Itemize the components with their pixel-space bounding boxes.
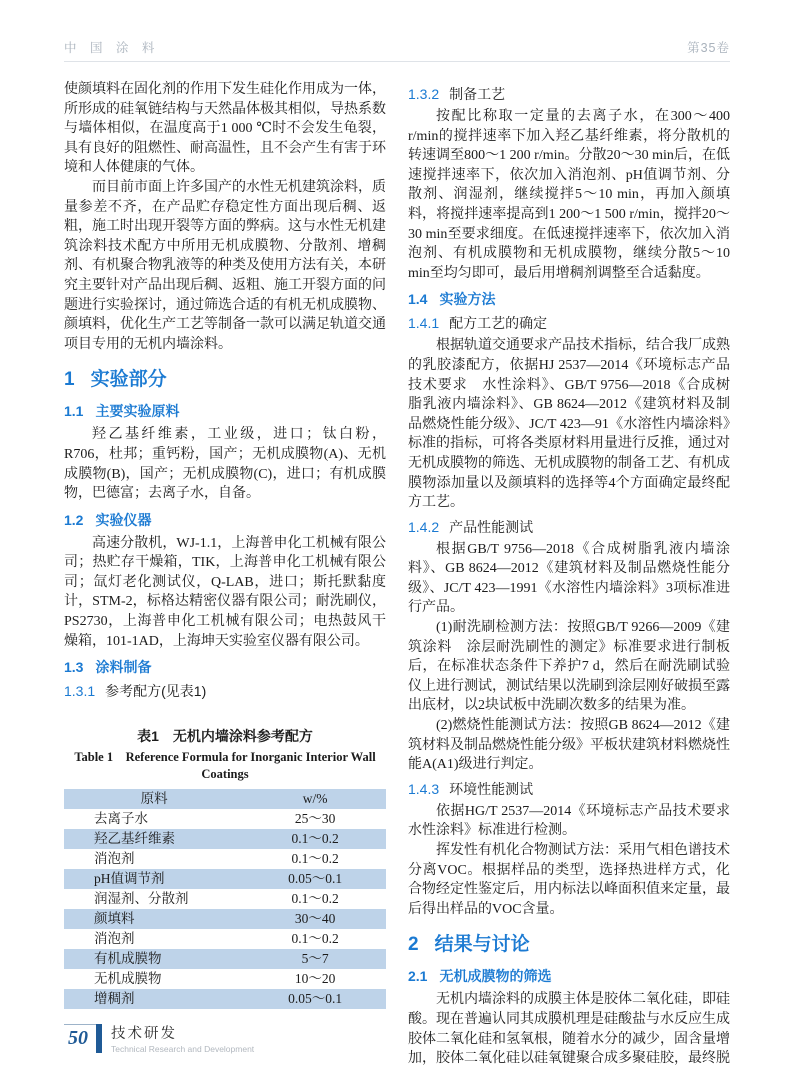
- section-number: 1.4: [408, 291, 428, 308]
- material-cell: 羟乙基纤维素: [94, 831, 175, 847]
- material-cell: 无机成膜物: [94, 971, 162, 987]
- material-cell: 增稠剂: [94, 991, 135, 1007]
- section-title: 涂料制备: [95, 659, 152, 676]
- percent-cell: 0.1～0.2: [291, 931, 339, 947]
- table-row: [64, 929, 386, 949]
- section-1-3-heading: [64, 657, 386, 677]
- table-caption-cn: 表1 无机内墙涂料参考配方: [137, 728, 313, 745]
- percent-cell: 30～40: [294, 911, 336, 927]
- section-title: 环境性能测试: [449, 780, 534, 797]
- right-column: [408, 80, 730, 1069]
- section-number: 1.4.1: [408, 315, 440, 332]
- table-1-block: [64, 727, 386, 1009]
- table-header-row: [64, 789, 386, 809]
- table-row: [64, 909, 386, 929]
- material-cell: 消泡剂: [94, 851, 135, 867]
- table-row: [64, 949, 386, 969]
- section-number: 1: [64, 369, 75, 391]
- table-row: [64, 969, 386, 989]
- volume-label: 第35卷: [687, 41, 730, 55]
- section-title: 实验部分: [90, 369, 167, 391]
- table-row: [64, 889, 386, 909]
- section-1-heading: [64, 368, 386, 392]
- percent-cell: 10～20: [294, 971, 336, 987]
- percent-cell: 0.1～0.2: [291, 831, 339, 847]
- section-2-heading: [408, 933, 730, 957]
- table-row: [64, 849, 386, 869]
- percent-cell: 0.05～0.1: [288, 991, 343, 1007]
- material-cell: 有机成膜物: [94, 951, 162, 967]
- footer-column-name-cn: 技术研发: [111, 1026, 177, 1042]
- column-header-material: 原料: [140, 791, 168, 807]
- paragraph-intro-continuation: 使颜填料在固化剂的作用下发生硅化作用成为一体，所形成的硅氧链结构与天然晶体极其相似，导热系数与墙体相似，在温度高于1 000 ℃时不会发生龟裂，具有良好的阻燃性、耐高温性，且不会产生有害于环境和人体健康的气体。: [64, 82, 386, 176]
- percent-cell: 5～7: [301, 951, 329, 967]
- column-header-percent: w/%: [302, 791, 328, 807]
- material-cell: 颜填料: [94, 911, 135, 927]
- section-number: 1.4.2: [408, 518, 440, 535]
- section-number: 1.2: [64, 511, 84, 528]
- page-number: 50: [68, 1027, 88, 1049]
- percent-cell: 25～30: [294, 811, 336, 827]
- section-number: 1.3.1: [64, 683, 96, 700]
- footer-column-titles: [111, 1024, 254, 1054]
- section-number: 1.1: [64, 403, 84, 420]
- section-1-4-1-heading: [408, 313, 730, 333]
- section-title: 制备工艺: [449, 86, 506, 102]
- page-number-box: [64, 1024, 96, 1050]
- section-number: 1.3.2: [408, 86, 440, 102]
- formula-table: [64, 789, 386, 1009]
- section-title: 无机成膜物的筛选: [439, 968, 552, 985]
- section-2-1-heading: [408, 966, 730, 986]
- page-footer: [64, 1024, 254, 1054]
- paragraph-formula-determination: 根据轨道交通要求产品技术指标，结合我厂成熟的乳胶漆配方，依据HJ 2537—2014《环境标志产品技术要求 水性涂料》、GB/T 9756—2018《合成树脂乳液内墙涂料》、GB 8624—2012《建筑材料及制品燃烧性能分级》、JC/T 423—91《水溶性内墙涂料》标准的指标，可将各类原材料用量进行反推，通过对无机成膜物的筛选、无机成膜物的制备工艺、有机成膜物添加量以及颜填料的选择等4个方面确定最终配方工艺。: [408, 338, 730, 511]
- left-column: [64, 80, 386, 1009]
- section-number: 2: [408, 934, 419, 956]
- formula-table-body: [64, 809, 386, 1009]
- section-number: 1.3: [64, 659, 84, 676]
- section-number: 2.1: [408, 968, 428, 985]
- section-number: 1.4.3: [408, 780, 440, 797]
- material-cell: pH值调节剂: [94, 871, 165, 887]
- paragraph-intro-2: 而目前市面上许多国产的水性无机建筑涂料，质量参差不齐，在产品贮存稳定性方面出现后稠、返粗，施工时出现开裂等方面的弊病。这与水性无机建筑涂料技术配方中所用无机成膜物、分散剂、增稠剂、有机聚合物乳液等的种类及使用方法有关，本研究主要针对产品出现后稠、返粗、施工开裂方面的问题进行实验探讨，通过筛选合适的有机无机成膜物、颜填料，优化生产工艺等制备一款可以满足轨道交通项目专用的无机内墙涂料。: [64, 179, 386, 352]
- paragraph-environment-1: 依据HG/T 2537—2014《环境标志产品技术要求水性涂料》标准进行检测。: [408, 803, 730, 839]
- table-row: [64, 809, 386, 829]
- paragraph-performance-3: (2)燃烧性能测试方法：按照GB 8624—2012《建筑材料及制品燃烧性能分级》平板状建筑材料燃烧性能A(A1)级进行判定。: [408, 718, 730, 773]
- footer-column-name-en: Technical Research and Development: [111, 1044, 255, 1054]
- paragraph-environment-2: 挥发性有机化合物测试方法：采用气相色谱技术分离VOC。根据样品的类型，选择热进样方式，化合物经定性鉴定后，用内标法以峰面积值来定量，最后得出样品的VOC含量。: [408, 843, 730, 917]
- section-title: 结果与讨论: [434, 934, 530, 956]
- journal-name: 中 国 涂 料: [64, 41, 160, 55]
- percent-cell: 0.05～0.1: [288, 871, 343, 887]
- section-title: 产品性能测试: [449, 518, 534, 535]
- table-row: [64, 989, 386, 1009]
- percent-cell: 0.1～0.2: [291, 891, 339, 907]
- section-title: 配方工艺的确定: [449, 315, 548, 332]
- section-title: 主要实验原料: [95, 403, 180, 420]
- paragraph-materials: 羟乙基纤维素，工业级，进口；钛白粉，R706，杜邦；重钙粉，国产；无机成膜物(A)、无机成膜物(B)，国产；无机成膜物(C)，进口；有机成膜物，巴德富；去离子水，自备。: [64, 427, 386, 502]
- section-1-2-heading: [64, 510, 386, 530]
- paragraph-instruments: 高速分散机，WJ-1.1，上海普申化工机械有限公司；热贮存干燥箱，TIK，上海普申化工机械有限公司；氙灯老化测试仪，Q-LAB，进口；斯托默黏度计，STM-2，标格达精密仪器有限公司；耐洗刷仪，PS2730，上海普申化工机械有限公司；电热鼓风干燥箱，101-1AD，上海坤天实验室仪器有限公司。: [64, 535, 386, 649]
- footer-divider-bar: [96, 1024, 102, 1053]
- section-1-4-3-heading: [408, 779, 730, 799]
- section-title: 实验方法: [439, 291, 496, 308]
- paragraph-screening: 无机内墙涂料的成膜主体是胶体二氧化硅，即硅酸。现在普遍认同其成膜机理是硅酸盐与水反应生成胶体二氧化硅和氢氧根，随着水分的减少，固含量增加，胶体二氧化硅以硅氧键聚合成多聚硅胶，最终脱: [408, 992, 730, 1067]
- percent-cell: 0.1～0.2: [291, 851, 339, 867]
- material-cell: 去离子水: [94, 811, 148, 827]
- section-1-3-2-heading: [408, 84, 730, 104]
- section-1-4-2-heading: [408, 517, 730, 537]
- section-1-4-heading: [408, 289, 730, 309]
- section-title: 参考配方(见表1): [105, 683, 207, 700]
- paragraph-process: 按配比称取一定量的去离子水，在300～400 r/min的搅拌速率下加入羟乙基纤维素，将分散机的转速调至800～1 200 r/min。分散20～30 min后，在低速搅拌速率下，依次加入消泡剂、pH值调节剂、分散剂、润湿剂，继续搅拌5～10 min，再加入颜填料，将搅拌速率提高到1 200～1 500 r/min，搅拌20～30 min至要求细度。在低速搅拌速率下，依次加入消泡剂、有机成膜物和无机成膜物，继续分散5～10 min至均匀即可，最后用增稠剂调整至合适黏度。: [408, 109, 730, 281]
- paragraph-performance-1: 根据GB/T 9756—2018《合成树脂乳液内墙涂料》、GB 8624—2012《建筑材料及制品燃烧性能分级》、JC/T 423—1991《水溶性内墙涂料》3项标准进行产品。: [408, 541, 730, 616]
- section-1-3-1-heading: [64, 681, 386, 701]
- material-cell: 润湿剂、分散剂: [94, 891, 189, 907]
- paragraph-performance-2: (1)耐洗刷检测方法：按照GB/T 9266—2009《建筑涂料 涂层耐洗刷性的测定》标准要求进行制板后，在标准状态条件下养护7 d，然后在耐洗刷试验仪上进行测试，测试结果以洗刷到涂层刚好破损至露出底材，以2块试板中洗刷次数多的结果为准。: [408, 620, 730, 714]
- material-cell: 消泡剂: [94, 931, 135, 947]
- section-title: 实验仪器: [95, 511, 152, 528]
- section-1-1-heading: [64, 401, 386, 421]
- table-row: [64, 869, 386, 889]
- table-caption-en: Table 1 Reference Formula for Inorganic Interior Wall Coatings: [74, 750, 376, 782]
- page-header: [64, 40, 730, 62]
- table-row: [64, 829, 386, 849]
